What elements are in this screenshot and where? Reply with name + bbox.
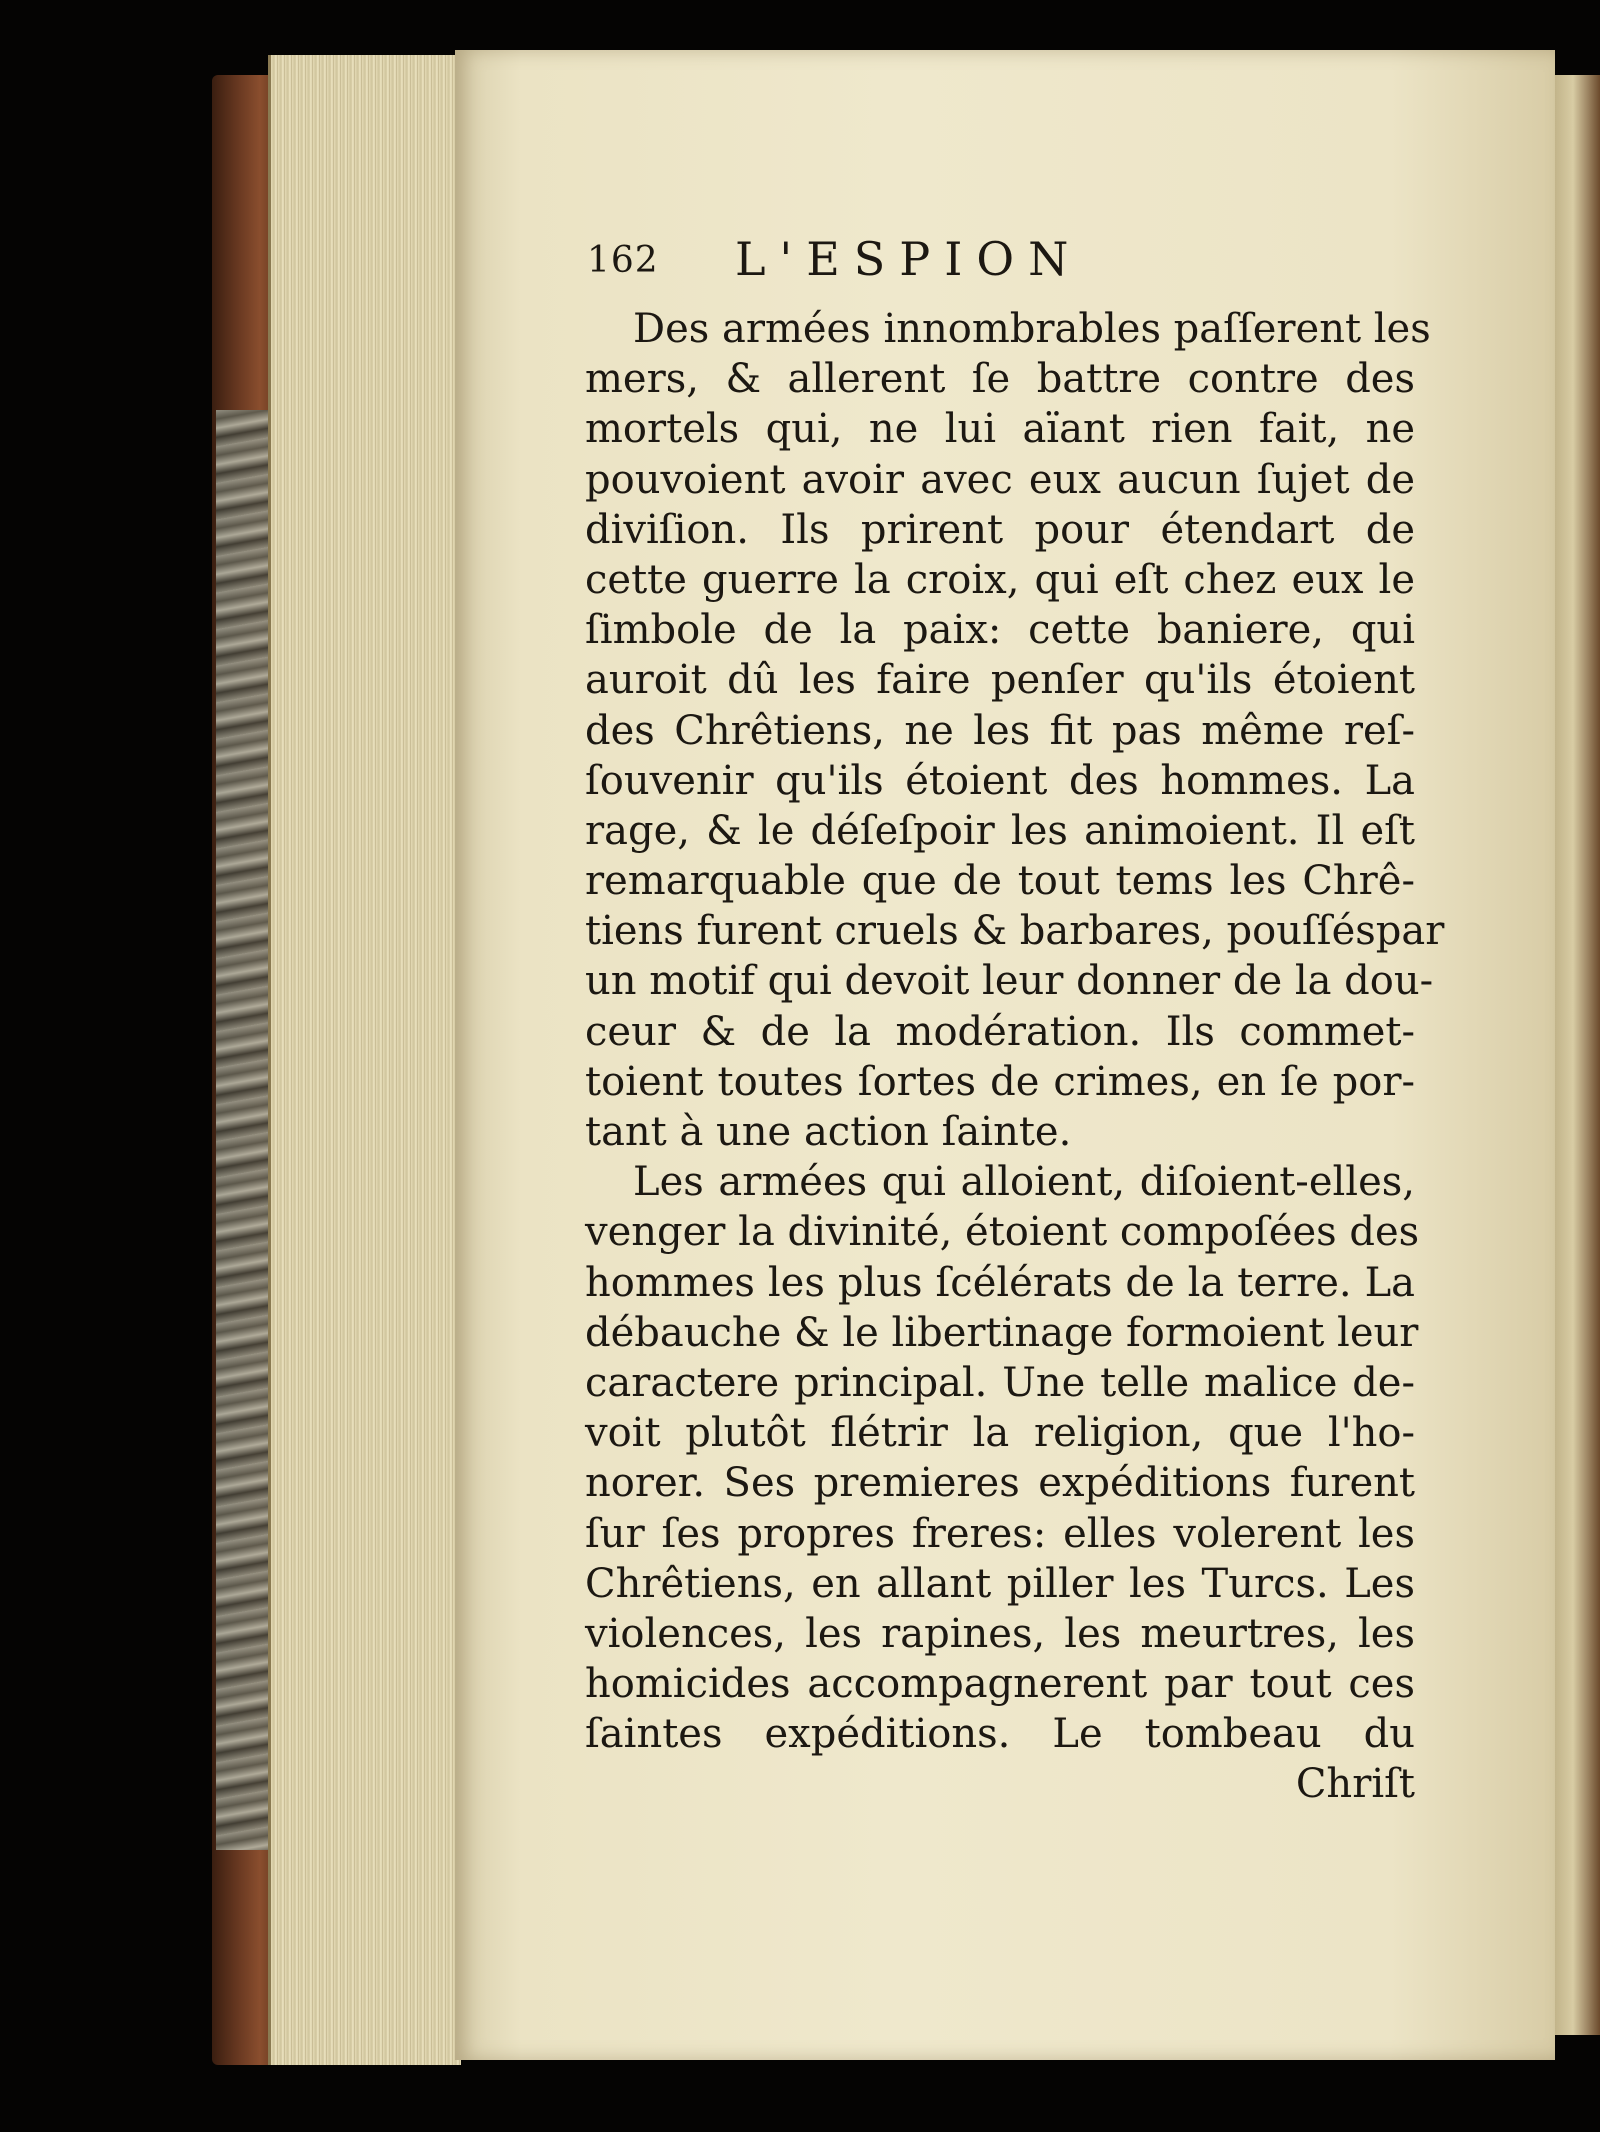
text-line: diviſion. Ils prirent pour étendart de: [585, 506, 1415, 553]
text-line: ſimbole de la paix: cette baniere, qui: [585, 607, 1415, 654]
page-edges: [268, 55, 461, 2065]
marbled-endpaper: [216, 410, 276, 1850]
text-line: Des armées innombrables paſſerent les: [633, 306, 1431, 352]
text-line: hommes les plus ſcélérats de la terre. La: [585, 1259, 1415, 1306]
text-line: Chrêtiens, en allant piller les Turcs. Les: [585, 1560, 1415, 1607]
page-number: 162: [587, 240, 659, 281]
text-line: homicides accompagnerent par tout ces: [585, 1661, 1415, 1708]
paragraph-2: [585, 1157, 1420, 1759]
text-line: norer. Ses premieres expéditions furent: [585, 1460, 1415, 1507]
text-line: ſur ſes propres freres: elles volerent les: [585, 1510, 1415, 1557]
text-line: des Chrêtiens, ne les fit pas même reſ-: [585, 707, 1415, 754]
text-line: rage, & le déſeſpoir les animoient. Il eſt: [585, 807, 1415, 854]
text-line: mers, & allerent ſe battre contre des: [585, 356, 1415, 403]
text-line: ſouvenir qu'ils étoient des hommes. La: [585, 757, 1415, 804]
text-line: toient toutes ſortes de crimes, en ſe por-: [585, 1058, 1415, 1105]
text-line: tant à une action ſainte.: [585, 1109, 1072, 1155]
text-line: caractere principal. Une telle malice de-: [585, 1359, 1415, 1406]
text-line: Les armées qui alloient, diſoient-elles,: [633, 1159, 1415, 1206]
facing-page-edge: [1555, 75, 1600, 2035]
running-title: L'ESPION: [735, 232, 1083, 286]
text-line: ceur & de la modération. Ils commet-: [585, 1008, 1415, 1055]
text-line: auroit dû les faire penſer qu'ils étoient: [585, 657, 1415, 704]
text-line: voit plutôt flétrir la religion, que l'ho-: [585, 1410, 1415, 1457]
text-line: venger la divinité, étoient compoſées des: [585, 1209, 1420, 1256]
catchword: Chriſt: [1295, 1761, 1415, 1808]
text-line: un motif qui devoit leur donner de la dou-: [585, 958, 1434, 1005]
text-line: débauche & le libertinage formoient leur: [585, 1309, 1419, 1356]
paragraph-1: [585, 304, 1445, 1157]
text-line: mortels qui, ne lui aïant rien fait, ne: [585, 406, 1415, 453]
running-head: [585, 232, 1415, 304]
text-line: cette guerre la croix, qui eſt chez eux le: [585, 556, 1415, 603]
text-line: ſaintes expéditions. Le tombeau du: [585, 1711, 1415, 1758]
text-line: tiens furent cruels & barbares, pouſſéspar: [585, 908, 1445, 955]
page-text: [585, 232, 1445, 1810]
text-line: violences, les rapines, les meurtres, les: [585, 1610, 1415, 1657]
text-line: pouvoient avoir avec eux aucun ſujet de: [585, 456, 1415, 503]
text-line: remarquable que de tout tems les Chrê-: [585, 858, 1415, 905]
